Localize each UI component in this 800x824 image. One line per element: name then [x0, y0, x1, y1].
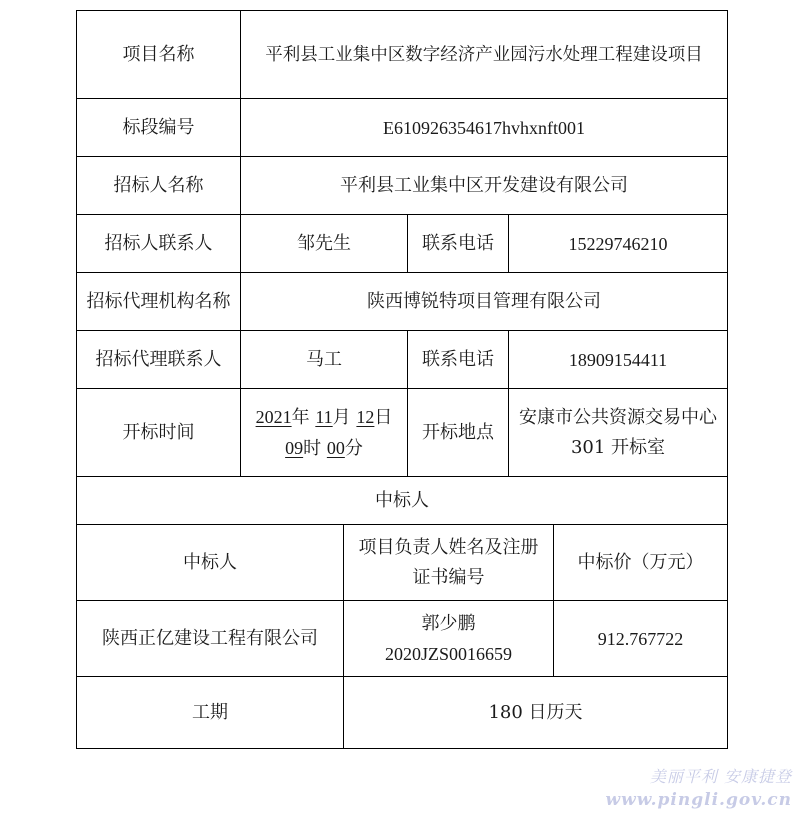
opening-minute: 00 — [326, 437, 345, 458]
winner-section-title: 中标人 — [77, 477, 728, 525]
row-agency — [77, 273, 728, 331]
opening-day: 12 — [356, 406, 375, 427]
manager-col-header — [344, 525, 554, 601]
opening-time-value — [241, 389, 408, 477]
manager-col-header-line1: 项目负责人姓名及注册 — [358, 536, 539, 558]
tenderer-value: 平利县工业集中区开发建设有限公司 — [241, 157, 728, 215]
price-col-header: 中标价（万元） — [554, 525, 728, 601]
hour-unit: 时 — [303, 437, 322, 459]
bid-price: 912.767722 — [554, 601, 728, 677]
project-name-label: 项目名称 — [77, 11, 241, 99]
opening-place-line1: 安康市公共资源交易中心 — [519, 406, 717, 428]
agency-label: 招标代理机构名称 — [77, 273, 241, 331]
manager-col-header-line2: 证书编号 — [412, 566, 485, 588]
month-unit: 月 — [332, 406, 351, 428]
row-section-code — [77, 99, 728, 157]
tenderer-contact-value: 邹先生 — [241, 215, 408, 273]
row-project-name — [77, 11, 728, 99]
section-code-label: 标段编号 — [77, 99, 241, 157]
row-opening — [77, 389, 728, 477]
opening-time-label: 开标时间 — [77, 389, 241, 477]
watermark — [596, 766, 792, 812]
minute-unit: 分 — [344, 437, 363, 459]
row-tenderer — [77, 157, 728, 215]
row-winner-headers — [77, 525, 728, 601]
tenderer-phone-label: 联系电话 — [408, 215, 509, 273]
opening-hour: 09 — [285, 437, 304, 458]
tenderer-phone-value: 15229746210 — [509, 215, 728, 273]
duration-label: 工期 — [77, 677, 344, 749]
agency-phone-value: 18909154411 — [509, 331, 728, 389]
winner-col-header: 中标人 — [77, 525, 344, 601]
manager-cell — [344, 601, 554, 677]
row-winner-data — [77, 601, 728, 677]
opening-place-value — [509, 389, 728, 477]
row-agency-contact — [77, 331, 728, 389]
opening-place-label: 开标地点 — [408, 389, 509, 477]
day-unit: 日 — [374, 406, 393, 428]
opening-month: 11 — [315, 406, 333, 427]
duration-value: 180 日历天 — [344, 677, 728, 749]
watermark-url: www.pingli.gov.cn — [605, 790, 792, 810]
opening-clock-line — [245, 433, 403, 464]
section-code-value: E610926354617hvhxnft001 — [241, 99, 728, 157]
bid-result-table — [76, 10, 728, 749]
tenderer-label: 招标人名称 — [77, 157, 241, 215]
agency-phone-label: 联系电话 — [408, 331, 509, 389]
manager-name: 郭少鹏 — [421, 612, 476, 634]
agency-contact-label: 招标代理联系人 — [77, 331, 241, 389]
winner-name: 陕西正亿建设工程有限公司 — [77, 601, 344, 677]
agency-value: 陕西博锐特项目管理有限公司 — [241, 273, 728, 331]
agency-contact-value: 马工 — [241, 331, 408, 389]
manager-cert: 2020JZS0016659 — [384, 643, 512, 664]
opening-year: 2021 — [255, 406, 292, 427]
row-tenderer-contact — [77, 215, 728, 273]
year-unit: 年 — [291, 406, 310, 428]
project-name-value: 平利县工业集中区数字经济产业园污水处理工程建设项目 — [241, 11, 728, 99]
tenderer-contact-label: 招标人联系人 — [77, 215, 241, 273]
opening-date-line — [245, 402, 403, 433]
row-duration — [77, 677, 728, 749]
watermark-title: 美丽平利 安康捷登 — [649, 767, 792, 786]
opening-place-line2: 301 开标室 — [570, 436, 666, 458]
row-winner-title — [77, 477, 728, 525]
